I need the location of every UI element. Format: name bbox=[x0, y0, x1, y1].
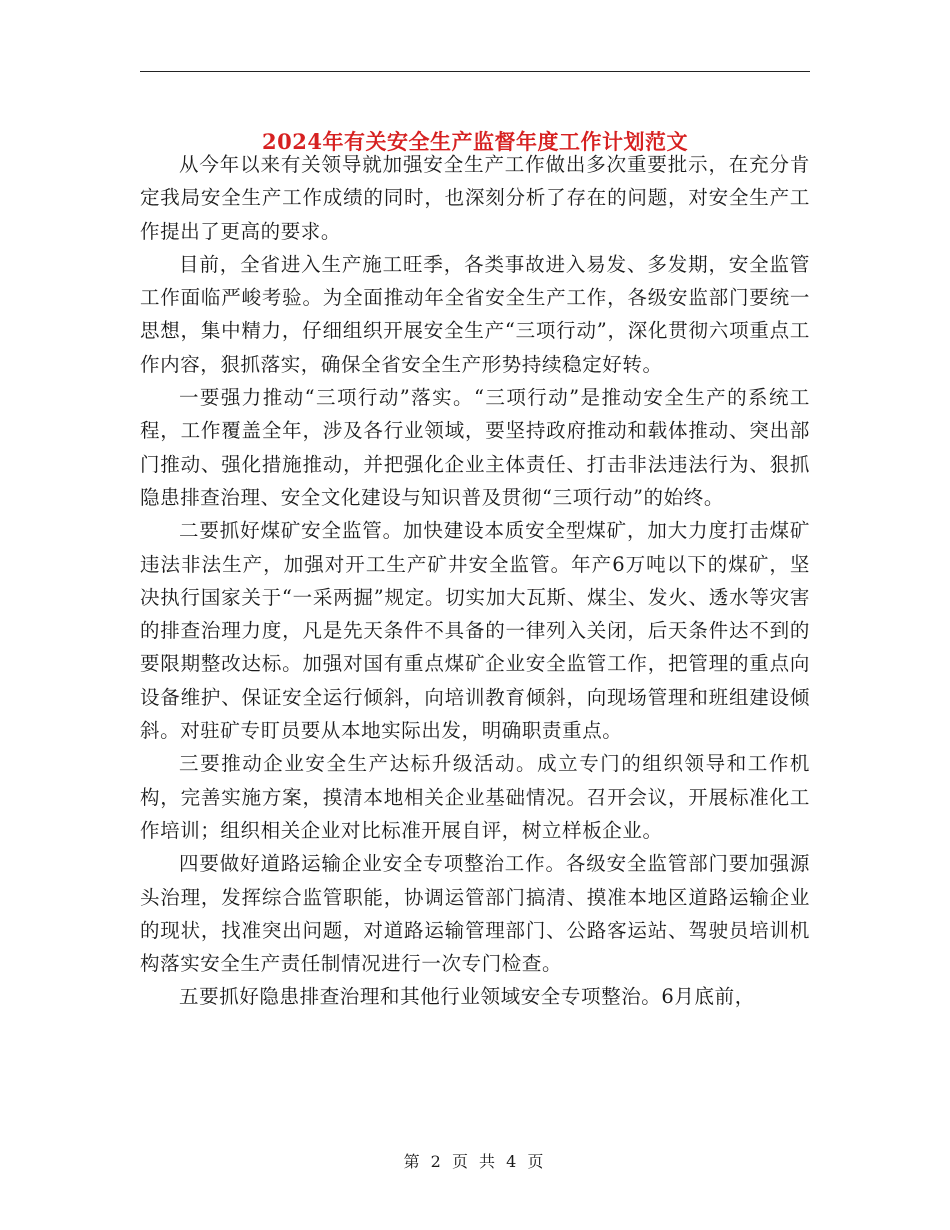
paragraph-4: 二要抓好煤矿安全监管。加快建设本质安全型煤矿，加大力度打击煤矿违法非法生产，加强对开工生产矿井安全监管。年产6万吨以下的煤矿，坚决执行国家关于“一采两掘”规定。切实加大瓦斯、煤尘、发火、透水等灾害的排查治理力度，凡是先天条件不具备的一律列入关闭，后天条件达不到的要限期整改达标。加强对国有重点煤矿企业安全监管工作，把管理的重点向设备维护、保证安全运行倾斜，向培训教育倾斜，向现场管理和班组建设倾斜。对驻矿专盯员要从本地实际出发，明确职责重点。 bbox=[140, 519, 810, 743]
paragraph-6: 四要做好道路运输企业安全专项整治工作。各级安全监管部门要加强源头治理，发挥综合监管职能，协调运管部门搞清、摸准本地区道路运输企业的现状，找准突出问题，对道路运输管理部门、公路客运站、驾驶员培训机构落实安全生产责任制情况进行一次专门检查。 bbox=[140, 852, 810, 976]
document-body bbox=[140, 148, 810, 1014]
header-rule bbox=[140, 71, 810, 72]
paragraph-3: 一要强力推动“三项行动”落实。“三项行动”是推动安全生产的系统工程，工作覆盖全年，涉及各行业领域，要坚持政府推动和载体推动、突出部门推动、强化措施推动，并把强化企业主体责任、打击非法违法行为、狠抓隐患排查治理、安全文化建设与知识普及贯彻“三项行动”的始终。 bbox=[140, 386, 810, 509]
paragraph-7: 五要抓好隐患排查治理和其他行业领域安全专项整治。6月底前， bbox=[179, 985, 755, 1009]
paragraph-1: 从今年以来有关领导就加强安全生产工作做出多次重要批示，在充分肯定我局安全生产工作成绩的同时，也深刻分析了存在的问题，对安全生产工作提出了更高的要求。 bbox=[140, 153, 810, 243]
paragraph-2: 目前，全省进入生产施工旺季，各类事故进入易发、多发期，安全监管工作面临严峻考验。为全面推动年全省安全生产工作，各级安监部门要统一思想，集中精力，仔细组织开展安全生产“三项行动”，深化贯彻六项重点工作内容，狠抓落实，确保全省安全生产形势持续稳定好转。 bbox=[140, 252, 810, 376]
paragraph-5: 三要推动企业安全生产达标升级活动。成立专门的组织领导和工作机构，完善实施方案，摸清本地相关企业基础情况。召开会议，开展标准化工作培训；组织相关企业对比标准开展自评，树立样板企业。 bbox=[140, 752, 810, 842]
document-title: 2024年有关安全生产监督年度工作计划范文 bbox=[262, 129, 688, 155]
page-number-footer: 第 2 页 共 4 页 bbox=[403, 1152, 547, 1171]
